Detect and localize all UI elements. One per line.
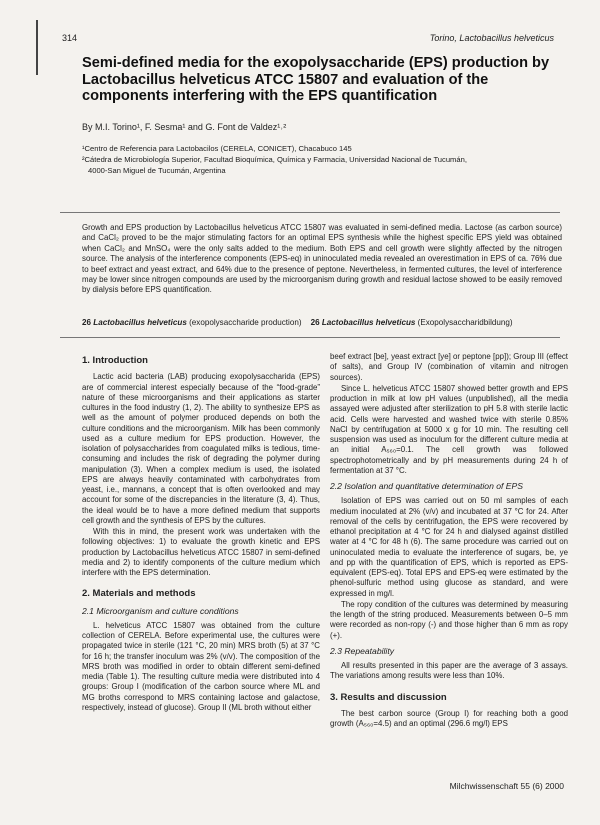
article-title: Semi-defined media for the exopolysaccharide (EPS) production by Lactobacillus helveticus ATCC 15807 and evaluation of the components interfering with the EPS quantification bbox=[82, 55, 550, 104]
methods-paragraph-1: L. helveticus ATCC 15807 was obtained from the culture collection of CERELA. Before experimental use, the cultures were propagated twice in sterile (121 °C, 20 min) MRS broth (5) at 37 °C for 16 h; the transfer inoculum was 2% (v/v). The composition of the MRS broth was modified in order to obtain different semi-defined media (Table 1). The resulting culture media were distributed into 4 groups: Group I (modification of the carbon source where ML and MG broths correspond to MRS containing lactose and galactose, respectively, instead of glucose). Group II (ML broth without either bbox=[82, 620, 320, 712]
scan-edge-mark bbox=[36, 20, 41, 75]
divider-top bbox=[60, 212, 560, 213]
subsection-2-2-heading: 2.2 Isolation and quantitative determination of EPS bbox=[330, 481, 524, 491]
subsection-2-1-heading: 2.1 Microorganism and culture conditions bbox=[82, 605, 239, 616]
authors: By M.I. Torino¹, F. Sesma¹ and G. Font de Valdez¹˒² bbox=[82, 122, 287, 132]
subsection-2-3-heading: 2.3 Repeatability bbox=[330, 645, 395, 656]
keyword-1-term: Lactobacillus helveticus bbox=[93, 318, 187, 327]
isolation-paragraph: Isolation of EPS was carried out on 50 ml samples of each medium inoculated at 2% (v/v) and incubated at 37 °C for 24. After removal of the cells by centrifugation, the EPS were recovered by ethanol precipitation at 4 °C for 24 h and dialysed against distilled water at 4 °C for 48 h (6). The same procedure was carried out on uninoculated media to evaluate the interference of sugars, be, ye and pp with the quantification of EPS, which is reported as EPS-equivalent (EPS-eq). Total EPS and EPS-eq were estimated by the phenol-sulfuric method using glucose as standard, and were expressed in mg/l. bbox=[330, 496, 568, 598]
affiliations bbox=[82, 143, 562, 176]
affiliation-1: ¹Centro de Referencia para Lactobacilos (CERELA, CONICET), Chacabuco 145 bbox=[82, 144, 352, 153]
divider-bottom bbox=[60, 337, 560, 338]
abstract: Growth and EPS production by Lactobacillus helveticus ATCC 15807 was evaluated in semi-defined media. Lactose (as carbon source) and CaCl₂ proved to be the major stimulating factors for an optimal EPS synthesis while the highest specific EPS yield was obtained when CaCl₂ and MnSO₄ were the only salts added to the medium. Both EPS and cell growth were slightly affected by the nitrogen source. The analysis of the interference components (EPS-eq) in uninoculated media revealed an overestimation in EPS of ca. 76% due to beef extract and yeast extract, and 64% due to the presence of peptone. Nevertheless, in fermented cultures, the level of interference may be lower since nitrogen compounds are used by the microorganism during growth and residual lactose showed to be easily removed by dialysis before EPS quantification. bbox=[82, 223, 562, 295]
right-paragraph-continued: beef extract [be], yeast extract [ye] or peptone [pp]); Group III (effect of salts), and Group IV (combination of vitamin and nitrogen sources). bbox=[330, 352, 568, 382]
right-paragraph-1: Since L. helveticus ATCC 15807 showed better growth and EPS production in milk at low pH values (unpublished), all the media assayed were adjusted after sterilization to pH 5.8 with sterile lactic acid. Cells were harvested and washed twice with sterile 0.85% NaCl by centrifugation at 5000 x g for 10 min. The resulting cell suspension was used as inoculum for the different culture media at an initial A₅₆₀=0.1. The cell growth was followed spectrophotometrically and by pH measurements during 24 h of fermentation at 37 °C. bbox=[330, 383, 568, 475]
keywords bbox=[82, 318, 562, 327]
ropy-paragraph: The ropy condition of the cultures was determined by measuring the length of the string produced. Measurements between 0–5 mm were recorded as non-ropy (-) and those higher than 6 mm as ropy (+). bbox=[330, 599, 568, 640]
keyword-1-rest: (exopolysaccharide production) bbox=[189, 318, 302, 327]
affiliation-3: 4000-San Miguel de Tucumán, Argentina bbox=[88, 166, 226, 175]
introduction-paragraph-1: Lactic acid bacteria (LAB) producing exopolysaccharida (EPS) are of commercial interest especially because of the “food-grade” nature of these microorganisms and their applications as starter cultures in the food industry (1, 2). The ability to synthesize EPS as well as the amount of polymer produced depends on both the culture conditions and the microorganism. Milk has been commonly used as a culture medium for EPS production. However, the isolation of polysaccharides from coagulated milks is tedious, time-consuming and includes the risk of degrading the polymer during manipulation (3). When a complex medium is used, the isolated EPS are always heavily contaminated with carbohydrates from yeast, i.e., mannans, a concept that is often overlooked and may account for some of the discrepancies in the literature (3, 4). Thus, the ideal would be to have a more defined medium that supports cell growth and the synthesis of EPS by the cultures. bbox=[82, 372, 320, 525]
left-column bbox=[82, 352, 320, 714]
methods-heading: 2. Materials and methods bbox=[82, 588, 196, 600]
results-paragraph-1: The best carbon source (Group I) for reaching both a good growth (A₅₆₀=4.5) and an optimal (296.6 mg/l) EPS bbox=[330, 708, 568, 728]
running-head: Torino, Lactobacillus helveticus bbox=[429, 33, 554, 43]
repeatability-paragraph: All results presented in this paper are the average of 3 assays. The variations among results were less than 10%. bbox=[330, 661, 568, 681]
keyword-2-term: Lactobacillus helveticus bbox=[321, 318, 416, 327]
right-column bbox=[330, 352, 568, 730]
keyword-number-1: 26 bbox=[82, 318, 92, 327]
keyword-number-2: 26 bbox=[310, 318, 320, 327]
results-heading: 3. Results and discussion bbox=[330, 691, 447, 703]
journal-footer: Milchwissenschaft 55 (6) 2000 bbox=[449, 781, 564, 791]
introduction-heading: 1. Introduction bbox=[82, 355, 148, 366]
page-number: 314 bbox=[62, 33, 78, 43]
affiliation-2: ²Cátedra de Microbiología Superior, Facultad Bioquímica, Química y Farmacia, Universidad Nacional de Tucumán, bbox=[82, 155, 467, 164]
introduction-paragraph-2: With this in mind, the present work was undertaken with the following objectives: 1) to evaluate the growth kinetic and EPS production by Lactobacillus helveticus ATCC 15807 in semi-defined media and 2) to identify components of the culture medium which interfere with the EPS determination. bbox=[82, 527, 320, 577]
keyword-2-rest: (Exopolysaccharidbildung) bbox=[417, 318, 513, 327]
